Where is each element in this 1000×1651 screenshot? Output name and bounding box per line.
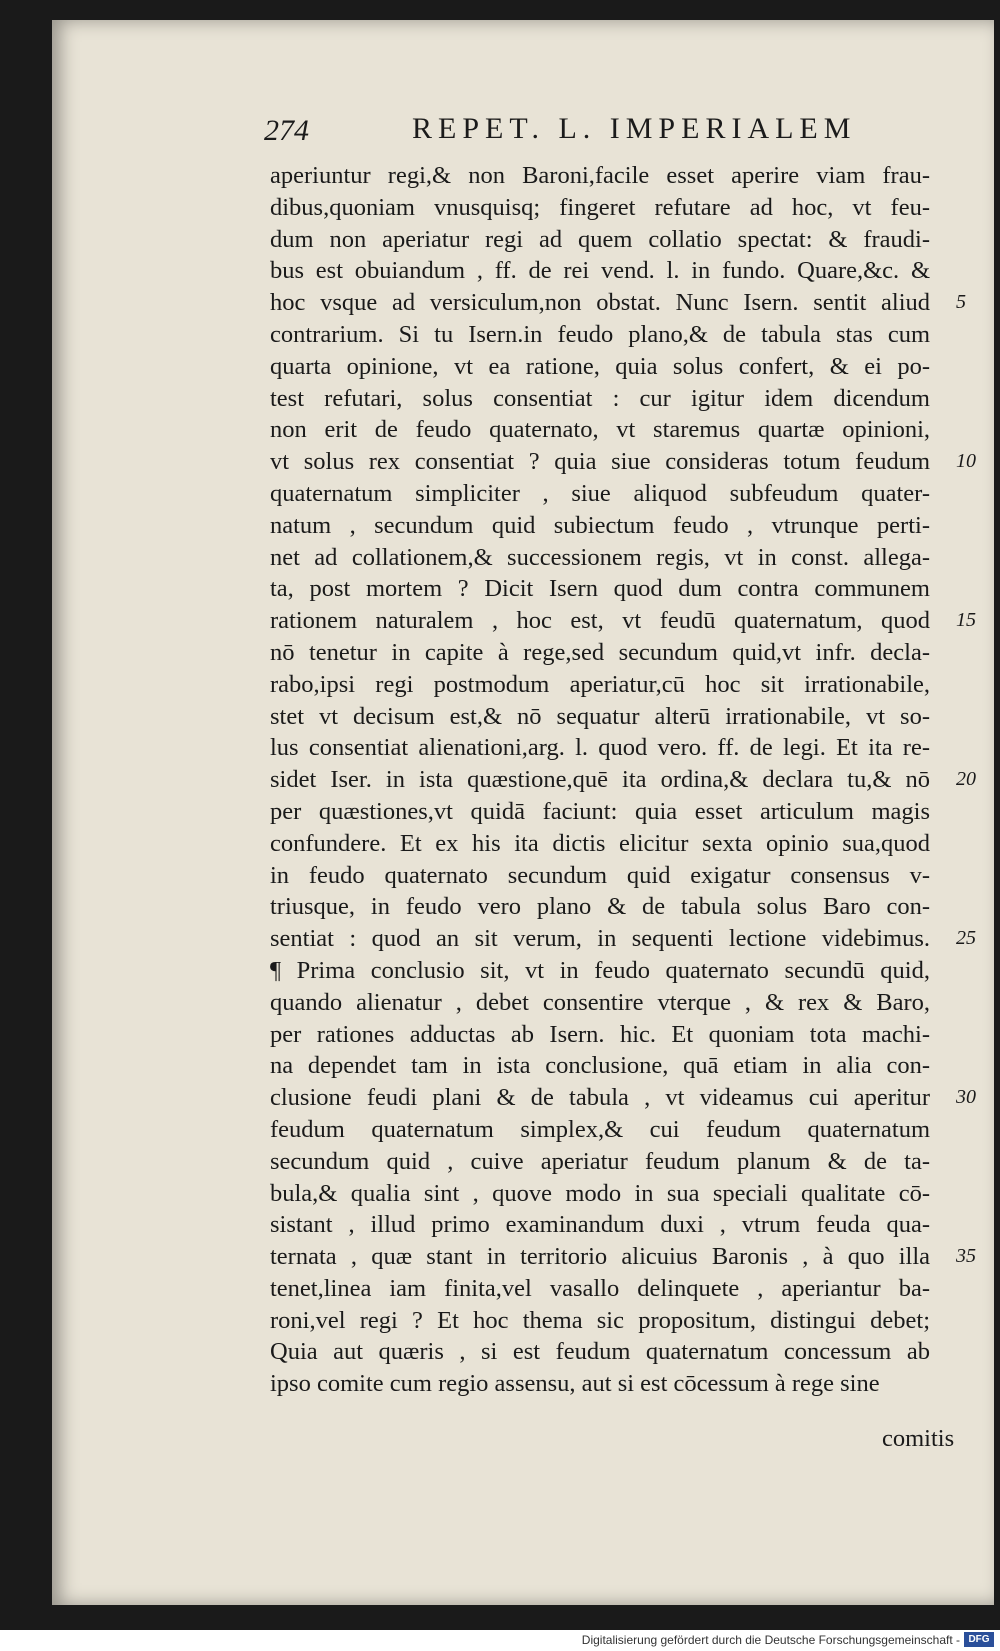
text-line: quaternatum simpliciter , siue aliquod subfeudum quater- [270, 479, 930, 507]
text-line: roni,vel regi ? Et hoc thema sic propositum, distingui debet; [270, 1306, 930, 1334]
text-line: stet vt decisum est,& nō sequatur alterū irrationabile, vt so- [270, 702, 930, 730]
text-line: per rationes adductas ab Isern. hic. Et quoniam tota machi- [270, 1020, 930, 1048]
text-line: in feudo quaternato secundum quid exigatur consensus v- [270, 861, 930, 889]
margin-line-number: 15 [956, 609, 976, 632]
text-line: net ad collationem,& successionem regis, vt in const. allega- [270, 543, 930, 571]
text-line: quarta opinione, vt ea ratione, quia solus confert, & ei po- [270, 352, 930, 380]
text-line: ta, post mortem ? Dicit Isern quod dum contra communem [270, 575, 930, 603]
text-line: dibus,quoniam vnusquisq; fingeret refutare ad hoc, vt feu- [270, 193, 930, 221]
text-line: hoc vsque ad versiculum,non obstat. Nunc Isern. sentit aliud [270, 289, 930, 317]
text-line: triusque, in feudo vero plano & de tabula solus Baro con- [270, 893, 930, 921]
text-line: dum non aperiatur regi ad quem collatio spectat: & fraudi- [270, 225, 930, 253]
text-line: clusione feudi plani & de tabula , vt videamus cui aperitur [270, 1084, 930, 1112]
margin-line-number: 10 [956, 450, 976, 473]
text-line: secundum quid , cuive aperiatur feudum planum & de ta- [270, 1147, 930, 1175]
text-line: bus est obuiandum , ff. de rei vend. l. in fundo. Quare,&c. & [270, 257, 930, 285]
text-line: confundere. Et ex his ita dictis elicitur sexta opinio sua,quod [270, 829, 930, 857]
text-line: rabo,ipsi regi postmodum aperiatur,cū hoc sit irrationabile, [270, 670, 930, 698]
catchword: comitis [882, 1425, 955, 1452]
text-line: test refutari, solus consentiat : cur igitur idem dicendum [270, 384, 930, 412]
page-number: 274 [264, 114, 309, 147]
text-line: contrarium. Si tu Isern.in feudo plano,& de tabula stas cum [270, 320, 930, 348]
footer-credit: Digitalisierung gefördert durch die Deutsche Forschungsgemeinschaft - [581, 1633, 960, 1647]
margin-line-number: 30 [956, 1086, 976, 1109]
text-line: aperiuntur regi,& non Baroni,facile esset aperire viam frau- [270, 162, 930, 189]
text-line: sistant , illud primo examinandum duxi , vtrum feuda qua- [270, 1211, 930, 1239]
text-line: bula,& qualia sint , quove modo in sua speciali qualitate cō- [270, 1179, 930, 1207]
body-text [270, 160, 930, 1400]
text-line: sentiat : quod an sit verum, in sequenti lectione videbimus. [270, 925, 930, 953]
text-line: quando alienatur , debet consentire vterque , & rex & Baro, [270, 988, 930, 1016]
margin-line-number: 20 [956, 768, 976, 791]
book-page [52, 20, 994, 1605]
text-line: lus consentiat alienationi,arg. l. quod vero. ff. de legi. Et ita re- [270, 734, 930, 762]
text-line: non erit de feudo quaternato, vt staremus quartæ opinioni, [270, 416, 930, 444]
text-line: ¶ Prima conclusio sit, vt in feudo quaternato secundū quid, [270, 956, 930, 984]
text-line: vt solus rex consentiat ? quia siue consideras totum feudum [270, 448, 930, 476]
margin-line-number: 25 [956, 927, 976, 950]
text-line: natum , secundum quid subiectum feudo , vtrunque perti- [270, 511, 930, 539]
text-line: sidet Iser. in ista quæstione,quē ita ordina,& declara tu,& nō [270, 766, 930, 794]
text-line: per quæstiones,vt quidā faciunt: quia esset articulum magis [270, 797, 930, 825]
text-line: tenet,linea iam finita,vel vasallo delinquete , aperiantur ba- [270, 1274, 930, 1302]
text-line: rationem naturalem , hoc est, vt feudū quaternatum, quod [270, 607, 930, 635]
text-line: ipso comite cum regio assensu, aut si est cōcessum à rege sine [270, 1370, 880, 1398]
text-line: nō tenetur in capite à rege,sed secundum quid,vt infr. decla- [270, 638, 930, 666]
text-line: Quia aut quæris , si est feudum quaternatum concessum ab [270, 1338, 930, 1366]
margin-line-number: 5 [956, 291, 966, 314]
text-line: feudum quaternatum simplex,& cui feudum quaternatum [270, 1115, 930, 1143]
text-line: na dependet tam in ista conclusione, quā etiam in alia con- [270, 1052, 930, 1080]
running-head: REPET. L. IMPERIALEM [412, 112, 857, 145]
margin-line-number: 35 [956, 1245, 976, 1268]
dfg-logo: DFG [964, 1632, 994, 1647]
text-line: ternata , quæ stant in territorio alicuius Baronis , à quo illa [270, 1243, 930, 1271]
